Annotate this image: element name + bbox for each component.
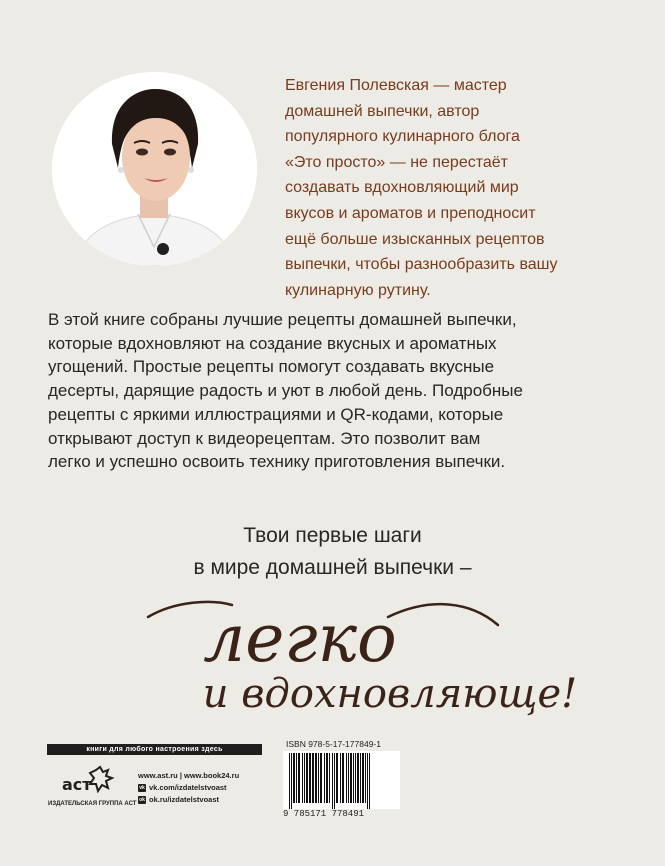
author-bio-line: выпечки, чтобы разнообразить вашу [285,256,558,274]
publisher-links [138,770,239,806]
author-bio-line: создавать вдохновляющий мир [285,179,519,197]
isbn-digits: 9 785171 778491 [283,809,365,819]
author-bio-line: «Это просто» — не перестаёт [285,153,508,171]
script-slogan [0,595,665,725]
description-line: десерты, дарящие радость и уют в любой день. Подробные [48,381,523,401]
ok-row [138,794,239,806]
ok-icon: ok [139,797,145,803]
barcode [283,751,400,809]
author-bio-line: ещё больше изысканных рецептов [285,230,545,248]
description-line: угощений. Простые рецепты помогут создавать вкусные [48,357,495,377]
sites-link[interactable]: www.ast.ru | www.book24.ru [138,771,240,780]
isbn-block [283,739,400,821]
author-bio [285,73,615,303]
author-bio-line: кулинарную рутину. [285,281,431,299]
tagline [0,520,665,584]
vk-row [138,782,239,794]
isbn-label: ISBN 978-5-17-177849-1 [286,739,381,749]
author-photo [52,72,257,266]
svg-text:аст: аст [62,775,92,794]
author-bio-line: вкусов и ароматов и преподносит [285,204,536,222]
script-word-1: легко [203,600,397,677]
author-portrait [52,72,257,266]
tagline-line-2: в мире домашней выпечки – [193,556,472,579]
script-slogan-art [0,595,665,725]
ok-link[interactable]: ok.ru/izdatelstvoast [149,795,220,804]
author-bio-line: Евгения Полевская — мастер [285,77,507,94]
description-line: которые вдохновляют на создание вкусных и ароматных [48,333,497,353]
script-word-2: и вдохновляюще! [202,671,578,717]
publisher-name: ИЗДАТЕЛЬСКАЯ ГРУППА АСТ [48,801,137,807]
author-bio-line: популярного кулинарного блога [285,128,520,146]
description-line: В этой книге собраны лучшие рецепты домашней выпечки, [48,310,517,329]
series-label: книги для любого настроения здесь [47,744,262,755]
sites-row [138,770,239,782]
book-description [48,308,628,474]
ast-logo-icon [60,764,120,794]
description-line: легко и успешно освоить технику приготовления выпечки. [48,452,506,472]
vk-icon: vk [139,785,145,791]
tagline-line-1: Твои первые шаги [243,524,422,547]
publisher-logo [60,764,120,794]
vk-link[interactable]: vk.com/izdatelstvoast [149,783,227,792]
description-line: рецепты с яркими иллюстрациями и QR-кодами, которые [48,404,504,424]
author-bio-line: домашней выпечки, автор [285,102,480,120]
description-line: открывают доступ к видеорецептам. Это позволит вам [48,428,481,448]
